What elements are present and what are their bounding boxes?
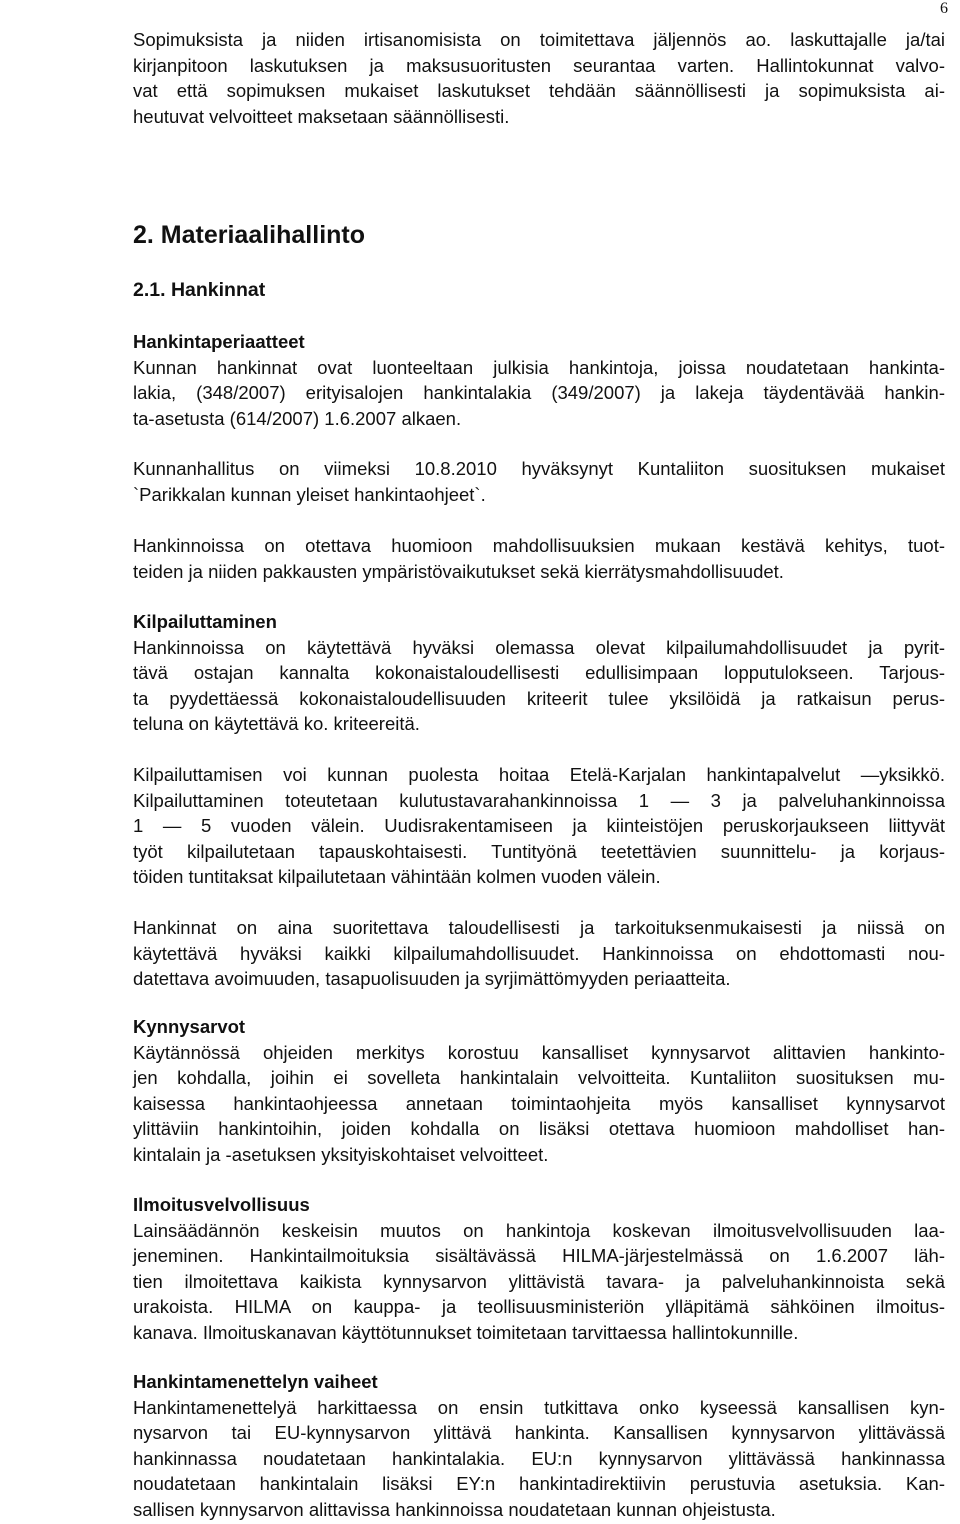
- subsection-heading: Kynnysarvot: [133, 1016, 246, 1037]
- hankintamenettely-section: [133, 1369, 945, 1522]
- paragraph-line: ta pyydettäessä kokonaistaloudellisuuden kriteerit tulee yksilöidä ja ratkaisun perus-: [133, 687, 945, 709]
- paragraph-line: `Parikkalan kunnan yleiset hankintaohjeet`.: [133, 483, 486, 505]
- paragraph-line: työt kilpailutetaan tapauskohtaisesti. Tuntityönä teetettävien suunnittelu- ja korjaus-: [133, 840, 945, 862]
- paragraph-line: Hankinnoissa on käytettävä hyväksi olemassa olevat kilpailumahdollisuudet ja pyrit-: [133, 636, 945, 658]
- paragraph-line: jeneminen. Hankintailmoituksia sisältävässä HILMA-järjestelmässä on 1.6.2007 läh-: [133, 1245, 945, 1266]
- paragraph-line: heutuvat velvoitteet maksetaan säännöllisesti.: [133, 105, 510, 127]
- paragraph-line: tien ilmoitettava kaikista kynnysarvon ylittävistä tavara- ja palveluhankinnoista sekä: [133, 1270, 945, 1292]
- kilpailuttaminen-paragraph-2: [133, 762, 945, 890]
- paragraph-line: nysarvon tai EU-kynnysarvon ylittävä hankinta. Kansallisen kynnysarvon ylittävässä: [133, 1422, 945, 1443]
- paragraph-line: Hankinnoissa on otettava huomioon mahdollisuuksien mukaan kestävä kehitys, tuot-: [133, 535, 945, 556]
- hankintaperiaatteet-paragraph-3: [133, 533, 945, 584]
- paragraph-line: kaisessa hankintaohjeessa annetaan toimintaohjeita myös kansalliset kynnysarvot: [133, 1092, 945, 1114]
- subsection-heading: Hankintaperiaatteet: [133, 331, 305, 352]
- subsection-heading: Ilmoitusvelvollisuus: [133, 1194, 310, 1215]
- paragraph-line: tävä ostajan kannalta kokonaistaloudellisesti edullisimpaan lopputulokseen. Tarjous-: [133, 662, 945, 683]
- paragraph-line: vat että sopimuksen mukaiset laskutukset tehdään säännöllisesti ja sopimuksista ai-: [133, 80, 945, 101]
- paragraph-line: kanava. Ilmoituskanavan käyttötunnukset toimitetaan tarvittaessa hallintokunnille.: [133, 1321, 799, 1343]
- paragraph-line: kirjanpitoon laskutuksen ja maksusuoritusten seurantaa varten. Hallintokunnat valvo-: [133, 54, 945, 76]
- paragraph-line: noudatetaan hankintalain lisäksi EY:n hankintadirektiivin perustuvia asetuksia. Kan-: [133, 1473, 945, 1494]
- hankintaperiaatteet-section: [133, 329, 945, 431]
- kynnysarvot-section: [133, 1014, 945, 1167]
- paragraph-line: Kilpailuttaminen toteutetaan kulutustavarahankinnoissa 1 — 3 ja palveluhankinnoissa: [133, 789, 945, 811]
- kilpailuttaminen-paragraph-3: [133, 915, 945, 992]
- paragraph-line: urakoista. HILMA on kauppa- ja teollisuusministeriön ylläpitämä sähköinen ilmoitus-: [133, 1296, 945, 1317]
- paragraph-line: 1 — 5 vuoden välein. Uudisrakentamiseen ja kiinteistöjen peruskorjaukseen liittyvät: [133, 815, 945, 836]
- paragraph-line: Hankintamenettelyä harkittaessa on ensin tutkittava onko kyseessä kansallisen kyn-: [133, 1396, 945, 1418]
- subsection-heading: Kilpailuttaminen: [133, 611, 277, 632]
- intro-paragraph: [133, 27, 945, 129]
- paragraph-line: teluna on käytettävä ko. kriteereitä.: [133, 713, 420, 734]
- paragraph-line: käytettävä hyväksi kaikki kilpailumahdollisuudet. Hankinnoissa on ehdottomasti nou-: [133, 942, 945, 964]
- hankintaperiaatteet-paragraph-2: [133, 456, 945, 507]
- paragraph-line: teiden ja niiden pakkausten ympäristövaikutukset sekä kierrätysmahdollisuudet.: [133, 560, 784, 582]
- paragraph-line: hankinnassa noudatetaan hankintalakia. EU:n kynnysarvon ylittävässä hankinnassa: [133, 1447, 945, 1469]
- paragraph-line: Sopimuksista ja niiden irtisanomisista on toimitettava jäljennös ao. laskuttajalle ja/tai: [133, 29, 945, 50]
- paragraph-line: kintalain ja -asetuksen yksityiskohtaiset velvoitteet.: [133, 1143, 549, 1165]
- paragraph-line: Käytännössä ohjeiden merkitys korostuu kansalliset kynnysarvot alittavien hankinto-: [133, 1041, 945, 1063]
- paragraph-line: Hankinnat on aina suoritettava taloudellisesti ja tarkoituksenmukaisesti ja niissä on: [133, 917, 945, 938]
- paragraph-line: Kilpailuttamisen voi kunnan puolesta hoitaa Etelä-Karjalan hankintapalvelut —yksikkö.: [133, 764, 945, 785]
- section-heading: 2.1. Hankinnat: [133, 279, 266, 301]
- ilmoitusvelvollisuus-section: [133, 1192, 945, 1345]
- paragraph-line: ta-asetusta (614/2007) 1.6.2007 alkaen.: [133, 407, 462, 429]
- paragraph-line: Kunnan hankinnat ovat luonteeltaan julkisia hankintoja, joissa noudatetaan hankinta-: [133, 356, 945, 378]
- paragraph-line: töiden tuntitaksat kilpailutetaan vähintään kolmen vuoden välein.: [133, 866, 661, 887]
- paragraph-line: Lainsäädännön keskeisin muutos on hankintoja koskevan ilmoitusvelvollisuuden laa-: [133, 1219, 945, 1241]
- subsection-heading: Hankintamenettelyn vaiheet: [133, 1371, 378, 1392]
- paragraph-line: datettava avoimuuden, tasapuolisuuden ja syrjimättömyyden periaatteita.: [133, 968, 731, 989]
- chapter-heading: 2. Materiaalihallinto: [133, 221, 366, 249]
- paragraph-line: jen kohdalla, joihin ei sovelleta hankintalain velvoitteita. Kuntaliiton suosituksen mu-: [133, 1067, 945, 1088]
- paragraph-line: Kunnanhallitus on viimeksi 10.8.2010 hyväksynyt Kuntaliiton suosituksen mukaiset: [133, 458, 945, 479]
- page-number: 6: [940, 0, 948, 17]
- paragraph-line: lakia, (348/2007) erityisalojen hankintalakia (349/2007) ja lakeja täydentävää hankin-: [133, 382, 945, 403]
- kilpailuttaminen-section: [133, 609, 945, 737]
- paragraph-line: sallisen kynnysarvon alittavissa hankinnoissa noudatetaan kunnan ohjeistusta.: [133, 1498, 776, 1520]
- paragraph-line: ylittäviin hankintoihin, joiden kohdalla on lisäksi otettava huomioon mahdolliset han-: [133, 1118, 945, 1139]
